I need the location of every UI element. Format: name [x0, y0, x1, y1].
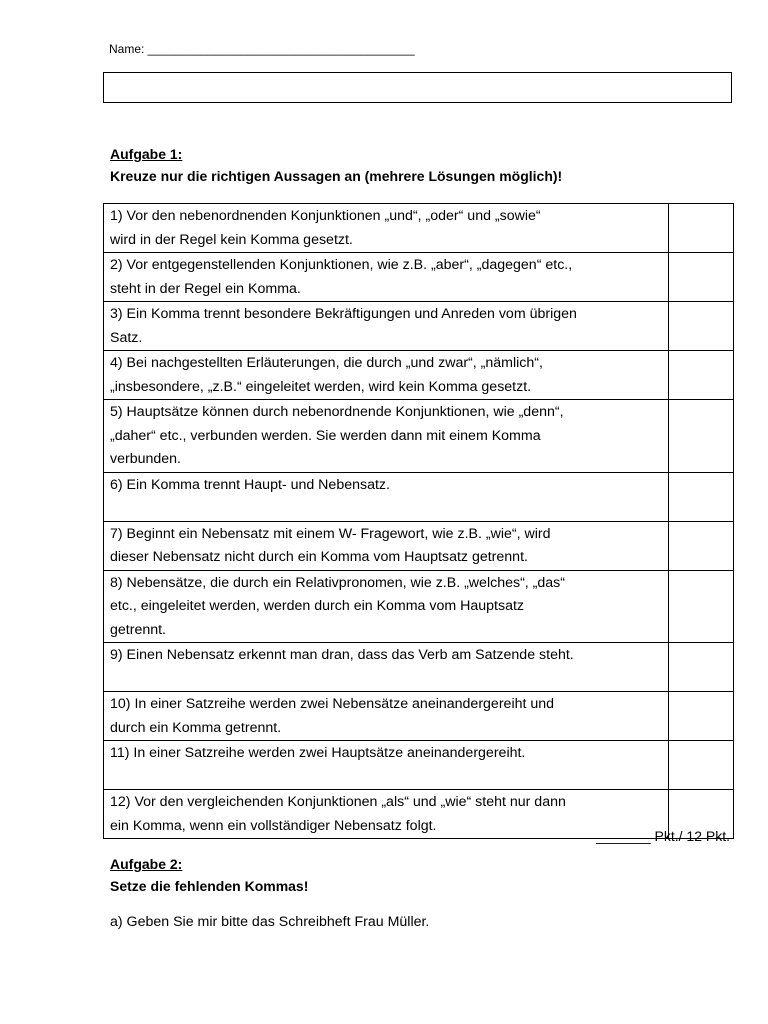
checkbox-cell[interactable] — [669, 472, 734, 521]
statement-row — [104, 741, 734, 790]
name-label: Name: ________________________________________ — [109, 42, 415, 56]
statement-row — [104, 521, 734, 570]
statement-line: dieser Nebensatz nicht durch ein Komma vom Hauptsatz getrennt. — [110, 549, 528, 565]
checkbox-cell[interactable] — [669, 521, 734, 570]
statement-line: 3) Ein Komma trennt besondere Bekräftigungen und Anreden vom übrigen — [110, 306, 577, 322]
checkbox-cell[interactable] — [669, 253, 734, 302]
checkbox-cell[interactable] — [669, 692, 734, 741]
statement-line: 7) Beginnt ein Nebensatz mit einem W- Fragewort, wie z.B. „wie“, wird — [110, 525, 551, 542]
checkbox-cell[interactable] — [669, 204, 734, 253]
statement-line — [110, 668, 662, 692]
statements-table — [103, 203, 734, 839]
checkbox-cell[interactable] — [669, 570, 734, 643]
statement-row — [104, 253, 734, 302]
task1-heading — [110, 143, 562, 187]
checkbox-cell[interactable] — [669, 400, 734, 473]
statement-line: etc., eingeleitet werden, werden durch ein Komma vom Hauptsatz — [110, 598, 525, 614]
statement-line: wird in der Regel kein Komma gesetzt. — [110, 231, 353, 248]
name-input-box[interactable] — [103, 72, 732, 103]
statement-text — [104, 472, 669, 521]
checkbox-cell[interactable] — [669, 741, 734, 790]
statement-row — [104, 351, 734, 400]
statement-line: 12) Vor den vergleichenden Konjunktionen „als“ und „wie“ steht nur dann — [110, 794, 566, 810]
statement-row — [104, 643, 734, 692]
statement-line: Satz. — [110, 329, 143, 346]
statement-text — [104, 521, 669, 570]
statement-line: 1) Vor den nebenordnenden Konjunktionen „und“, „oder“ und „sowie“ — [110, 208, 541, 224]
statement-text — [104, 253, 669, 302]
statement-row — [104, 570, 734, 643]
statement-line: steht in der Regel ein Komma. — [110, 280, 301, 297]
statement-line — [110, 497, 662, 521]
statement-row — [104, 204, 734, 253]
statement-text — [104, 302, 669, 351]
statement-row — [104, 302, 734, 351]
task1-instruction: Kreuze nur die richtigen Aussagen an (mehrere Lösungen möglich)! — [110, 168, 563, 184]
statement-text — [104, 351, 669, 400]
statement-line: durch ein Komma getrennt. — [110, 719, 282, 736]
statement-line: 11) In einer Satzreihe werden zwei Hauptsätze aneinandergereiht. — [110, 745, 526, 761]
statement-line: 4) Bei nachgestellten Erläuterungen, die durch „und zwar“, „nämlich“, — [110, 355, 543, 371]
statement-line: 6) Ein Komma trennt Haupt- und Nebensatz. — [110, 476, 390, 493]
points-score: _______ Pkt./ 12 Pkt. — [596, 828, 730, 844]
checkbox-cell[interactable] — [669, 643, 734, 692]
statement-line: ein Komma, wenn ein vollständiger Nebensatz folgt. — [110, 817, 437, 834]
checkbox-cell[interactable] — [669, 351, 734, 400]
statement-line: 8) Nebensätze, die durch ein Relativpronomen, wie z.B. „welches“, „das“ — [110, 574, 565, 591]
statement-line: „insbesondere, „z.B.“ eingeleitet werden, wird kein Komma gesetzt. — [110, 378, 532, 395]
task2-instruction: Setze die fehlenden Kommas! — [110, 878, 309, 894]
statement-row — [104, 472, 734, 521]
statement-text — [104, 204, 669, 253]
task2-heading — [110, 853, 308, 897]
statement-line: 2) Vor entgegenstellenden Konjunktionen, wie z.B. „aber“, „dagegen“ etc., — [110, 257, 573, 273]
statement-line: getrennt. — [110, 621, 167, 638]
statement-text — [104, 570, 669, 643]
statement-text — [104, 400, 669, 473]
task2-title: Aufgabe 2: — [110, 856, 183, 872]
statement-line: verbunden. — [110, 451, 181, 467]
statement-text — [104, 741, 669, 790]
statement-line: 5) Hauptsätze können durch nebenordnende Konjunktionen, wie „denn“, — [110, 404, 564, 420]
task2-item-a: a) Geben Sie mir bitte das Schreibheft Frau Müller. — [110, 914, 430, 930]
checkbox-cell[interactable] — [669, 302, 734, 351]
statement-line: 9) Einen Nebensatz erkennt man dran, dass das Verb am Satzende steht. — [110, 647, 574, 663]
statement-row — [104, 400, 734, 473]
statement-line: „daher“ etc., verbunden werden. Sie werden dann mit einem Komma — [110, 427, 541, 444]
statement-text — [104, 643, 669, 692]
statement-line: 10) In einer Satzreihe werden zwei Nebensätze aneinandergereiht und — [110, 696, 555, 712]
statement-text — [104, 790, 669, 839]
task1-title: Aufgabe 1: — [110, 146, 183, 162]
statement-row — [104, 692, 734, 741]
statement-line — [110, 766, 662, 790]
statement-text — [104, 692, 669, 741]
